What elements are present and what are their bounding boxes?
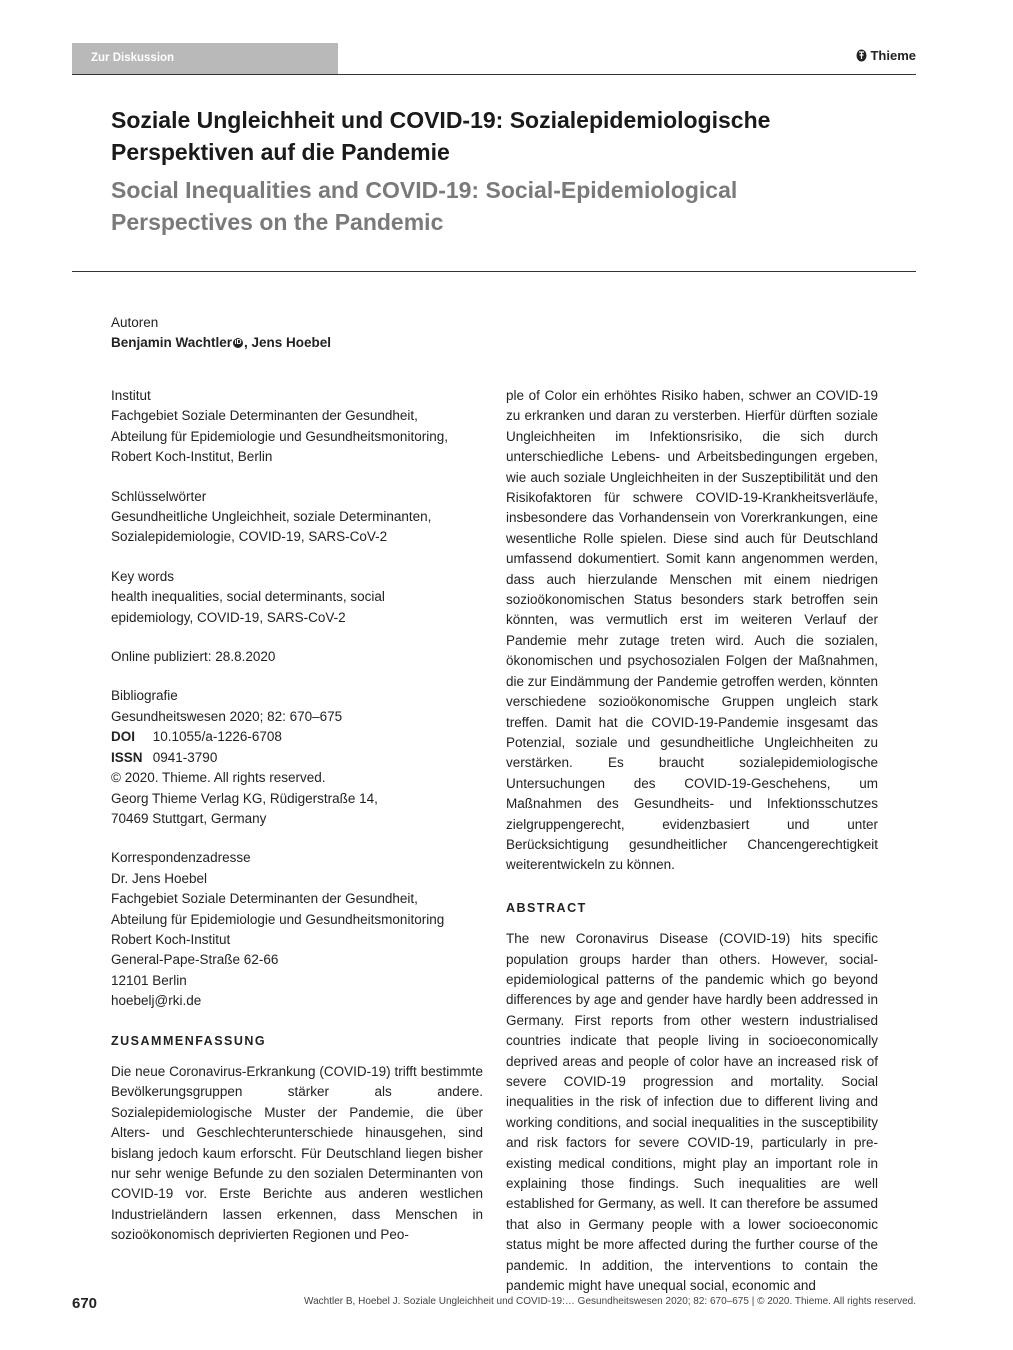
issn-line [111, 748, 483, 768]
publisher-address-line: Georg Thieme Verlag KG, Rüdigerstraße 14, [111, 790, 378, 806]
author-names [111, 333, 331, 353]
correspondence-line: 12101 Berlin [111, 972, 187, 988]
correspondence-label: Korrespondenzadresse [111, 850, 251, 866]
bibliography-label: Bibliografie [111, 688, 178, 704]
keywords-en-label: Key words [111, 568, 175, 584]
publisher-logo [856, 48, 916, 63]
doi-link[interactable]: 10.1055/a-1226-6708 [152, 729, 282, 745]
orcid-icon[interactable]: iD [234, 339, 242, 346]
title-rule [72, 271, 916, 272]
online-date: Online publiziert: 28.8.2020 [111, 649, 276, 665]
title-english: Social Inequalities and COVID-19: Social-Epidemiological Perspectives on the Pandemic [111, 177, 738, 235]
issn-value: 0941-3790 [152, 749, 218, 765]
institute-line: Fachgebiet Soziale Determinanten der Gesundheit, [111, 408, 418, 424]
doi-line [111, 727, 483, 747]
keywords-de-label: Schlüsselwörter [111, 488, 207, 504]
publisher-address-line: 70469 Stuttgart, Germany [111, 810, 267, 826]
left-column [111, 386, 483, 1246]
keywords-de-line: Gesundheitliche Ungleichheit, soziale Determinanten, [111, 509, 432, 525]
thieme-logo-icon [856, 49, 867, 62]
online-date-block [111, 647, 483, 667]
keywords-en-block [111, 567, 483, 628]
correspondence-email[interactable]: hoebelj@rki.de [111, 993, 202, 1009]
authors-label: Autoren [111, 315, 159, 330]
correspondence-line: Abteilung für Epidemiologie und Gesundheitsmonitoring [111, 911, 445, 927]
right-column [506, 386, 878, 1296]
header-rule [72, 74, 916, 75]
publisher-name: Thieme [870, 48, 916, 63]
institute-block [111, 386, 483, 468]
footer-citation: Wachtler B, Hoebel J. Soziale Ungleichheit und COVID-19:… Gesundheitswesen 2020; 82: 670–675 | © 2020. Thieme. All rights reserved. [304, 1296, 916, 1307]
authors-block [111, 313, 331, 353]
zusammenfassung-heading: ZUSAMMENFASSUNG [111, 1033, 267, 1048]
issn-label: ISSN [111, 749, 143, 765]
keywords-de-line: Sozialepidemiologie, COVID-19, SARS-CoV-2 [111, 529, 388, 545]
title-german: Soziale Ungleichheit und COVID-19: Sozialepidemiologische Perspektiven auf die Pandemie [111, 107, 771, 165]
keywords-en-line: epidemiology, COVID-19, SARS-CoV-2 [111, 609, 346, 625]
bibliography-block [111, 686, 483, 829]
correspondence-line: Fachgebiet Soziale Determinanten der Gesundheit, [111, 891, 418, 907]
correspondence-block [111, 848, 483, 1011]
institute-label: Institut [111, 388, 151, 403]
author-second: , Jens Hoebel [244, 335, 332, 350]
doi-label: DOI [111, 729, 136, 745]
correspondence-line: Dr. Jens Hoebel [111, 870, 208, 886]
abstract-heading: ABSTRACT [506, 900, 587, 915]
copyright: © 2020. Thieme. All rights reserved. [111, 770, 326, 786]
page-number: 670 [72, 1295, 98, 1312]
author-first: Benjamin Wachtler [111, 335, 233, 350]
zusammenfassung-text-right: ple of Color ein erhöhtes Risiko haben, schwer an COVID-19 zu erkranken und daran zu versterben. Hierfür dürften soziale Ungleichheiten im Infektionsrisiko, die sich durch unterschiedliche Lebens- und Arbeitsbedingungen ergeben, wie auch soziale Ungleichheiten in der Suszeptibilität und den Risikofaktoren für schwere COVID-19-Krankheitsverläufe, insbesondere das Vorhandensein von Vorerkrankungen, eine wesentliche Rolle spielen. Diese sind auch für Deutschland umfassend dokumentiert. Somit kann angenommen werden, dass auch hierzulande Menschen mit einem niedrigen sozioökonomischen Status besonders stark betroffen sein könnten, was vermutlich erst im weiteren Verlauf der Pandemie mehr zutage treten wird. Auch die sozialen, ökonomischen und psychosozialen Folgen der Maßnahmen, die zur Eindämmung der Pandemie getroffen werden, könnten verschiedene sozioökonomische Gruppen ungleich stark treffen. Damit hat die COVID-19-Pandemie insgesamt das Potenzial, soziale und gesundheitliche Ungleichheiten zu verstärken. Es braucht sozialepidemiologische Untersuchungen des COVID-19-Geschehens, um Maßnahmen des Gesundheits- und Infektionsschutzes zielgruppengerecht, evidenzbasiert und unter Berücksichtigung gesundheitlicher Chancengerechtigkeit weiterentwickeln zu können. [506, 388, 878, 873]
institute-line: Abteilung für Epidemiologie und Gesundheitsmonitoring, [111, 428, 448, 444]
institute-line: Robert Koch-Institut, Berlin [111, 449, 273, 465]
correspondence-line: Robert Koch-Institut [111, 931, 231, 947]
keywords-en-line: health inequalities, social determinants, social [111, 589, 385, 605]
journal-reference: Gesundheitswesen 2020; 82: 670–675 [111, 708, 343, 724]
correspondence-line: General-Pape-Straße 62-66 [111, 952, 279, 968]
keywords-de-block [111, 487, 483, 548]
abstract-text: The new Coronavirus Disease (COVID-19) hits specific population groups harder than others. However, social-epidemiological patterns of the pandemic which go beyond differences by age and gender have hardly been addressed in Germany. First reports from other western industrialised countries indicate that people living in socioeconomically deprived areas and people of color have an increased risk of severe COVID-19 progression and mortality. Social inequalities in the risk of infection due to different living and working conditions, and social inequalities in the susceptibility and risk factors for severe COVID-19, particularly in pre-existing medical conditions, might play an important role in explaining those findings. Such inequalities are well established for Germany, as well. It can therefore be assumed that also in Germany people with a lower socioeconomic status might be more affected during the further course of the pandemic. In addition, the interventions to contain the pandemic might have unequal social, economic and [506, 931, 878, 1294]
section-tag: Zur Diskussion [72, 43, 338, 74]
zusammenfassung-text-left: Die neue Coronavirus-Erkrankung (COVID-19) trifft bestimmte Bevölkerungsgruppen stärker als andere. Sozialepidemiologische Muster der Pandemie, die über Alters- und Geschlechterunterschiede hinausgehen, sind bislang jedoch kaum erforscht. Für Deutschland liegen bisher nur sehr wenige Befunde zu den sozialen Determinanten von COVID-19 vor. Erste Berichte aus anderen westlichen Industrieländern lassen erkennen, dass Menschen in sozioökonomisch deprivierten Regionen und Peo- [111, 1063, 483, 1243]
